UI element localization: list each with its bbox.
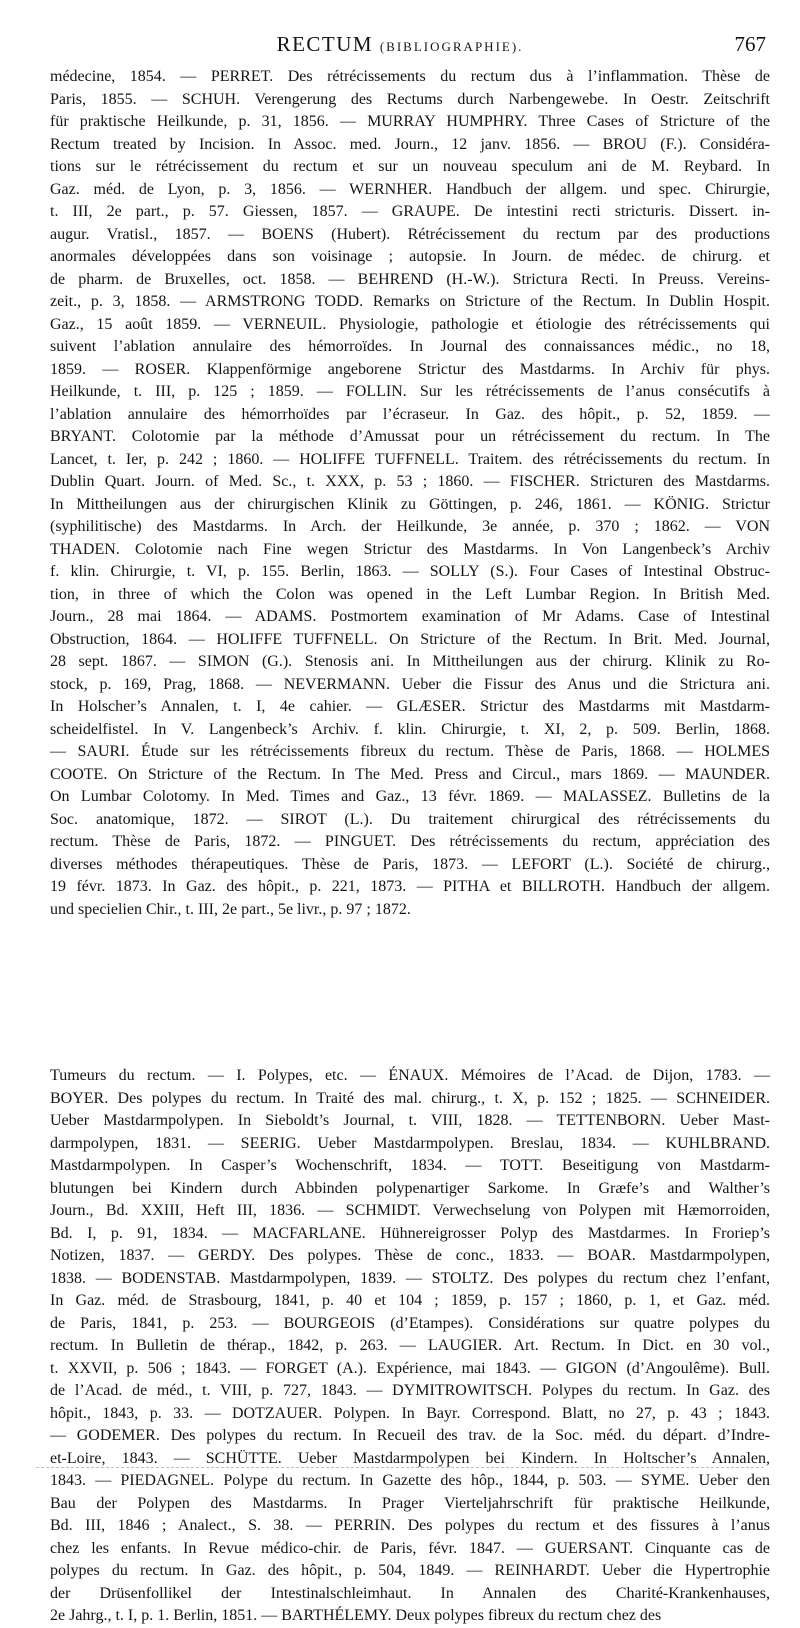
text-line: Obstruction, 1864. — HOLIFFE TUFFNELL. On Stricture of the Rectum. In Brit. Med. Journal, xyxy=(50,630,770,648)
text-line: Bd. I, p. 91, 1834. — MACFARLANE. Hühnereigrosser Polyp des Mastdarmes. In Froriep’s xyxy=(50,1224,770,1242)
text-line: et-Loire, 1843. — SCHÜTTE. Ueber Mastdarmpolypen bei Kindern. In Holtscher’s Annalen, xyxy=(50,1449,770,1467)
text-line: Tumeurs du rectum. — I. Polypes, etc. — ÉNAUX. Mémoires de l’Acad. de Dijon, 1783. — xyxy=(50,1067,770,1084)
text-line: In Mittheilungen aus der chirurgischen Klinik zu Göttingen, p. 246, 1861. — KÖNIG. Strictur xyxy=(50,495,770,513)
text-line: t. XXVII, p. 506 ; 1843. — FORGET (A.). Expérience, mai 1843. — GIGON (d’Angoulême). Bull. xyxy=(50,1359,770,1377)
text-line: Soc. anatomique, 1872. — SIROT (L.). Du traitement chirurgical des rétrécissements du xyxy=(50,810,770,828)
text-line: In Gaz. méd. de Strasbourg, 1841, p. 40 et 104 ; 1859, p. 157 ; 1860, p. 1, et Gaz. méd. xyxy=(50,1292,770,1309)
text-line: Bau der Polypen des Mastdarms. In Prager Vierteljahrschrift für praktische Heilkunde, xyxy=(50,1494,770,1512)
text-line: rectum. In Bulletin de thérap., 1842, p. 263. — LAUGIER. Art. Rectum. In Dict. en 30 vol., xyxy=(50,1337,770,1354)
text-line: anormales développées dans son voisinage ; autopsie. In Journ. de médec. de chirurg. et xyxy=(50,248,770,265)
text-line: t. III, 2e part., p. 57. Giessen, 1857. — GRAUPE. De intestini recti stricturis. Dissert. in- xyxy=(50,203,770,220)
text-line: tion, in three of which the Colon was opened in the Left Lumbar Region. In British Med. xyxy=(50,585,770,603)
text-line: suivent l’ablation annulaire des hémorroïdes. In Journal des connaissances médic., no 18, xyxy=(50,338,770,355)
footer-rule xyxy=(36,1467,764,1468)
text-line: Dublin Quart. Journ. of Med. Sc., t. XXX, p. 53 ; 1860. — FISCHER. Stricturen des Mastdarms. xyxy=(50,473,770,490)
header-title-main: RECTUM xyxy=(276,32,374,56)
text-line: chez les enfants. In Revue médico-chir. de Paris, févr. 1847. — GUERSANT. Cinquante cas de xyxy=(50,1539,770,1557)
text-line: darmpolypen, 1831. — SEERIG. Ueber Mastdarmpolypen. Breslau, 1834. — KUHLBRAND. xyxy=(50,1134,770,1152)
text-line: (syphilitische) des Mastdarms. In Arch. der Heilkunde, 3e année, p. 370 ; 1862. — VON xyxy=(50,518,770,535)
text-line: de l’Acad. de méd., t. VIII, p. 727, 1843. — DYMITROWITSCH. Polypes du rectum. In Gaz. des xyxy=(50,1382,770,1399)
bibliography-block-tumors xyxy=(50,1065,770,1628)
text-line: l’ablation annulaire des hémorrhoïdes par l’écraseur. In Gaz. des hôpit., p. 52, 1859. — xyxy=(50,405,770,423)
text-line: THADEN. Colotomie nach Fine wegen Strictur des Mastdarms. In Von Langenbeck’s Archiv xyxy=(50,540,770,558)
text-line: Journ., 28 mai 1864. — ADAMS. Postmortem examination of Mr Adams. Case of Intestinal xyxy=(50,608,770,625)
text-line: augur. Vratisl., 1857. — BOENS (Hubert). Rétrécissement du rectum par des productions xyxy=(50,225,770,243)
text-line: der Drüsenfollikel der Intestinalschleimhaut. In Annalen des Charité-Krankenhauses, xyxy=(50,1584,770,1602)
text-line: Gaz. méd. de Lyon, p. 3, 1856. — WERNHER. Handbuch der allgem. und spec. Chirurgie, xyxy=(50,180,770,198)
bibliography-block-strictures xyxy=(50,66,770,921)
text-line: und specielien Chir., t. III, 2e part., 5e livr., p. 97 ; 1872. xyxy=(50,900,411,918)
header-title xyxy=(0,32,800,57)
text-line: — SAURI. Étude sur les rétrécissements fibreux du rectum. Thèse de Paris, 1868. — HOLMES xyxy=(50,743,770,760)
text-line: COOTE. On Stricture of the Rectum. In The Med. Press and Circul., mars 1869. — MAUNDER. xyxy=(50,765,770,783)
text-line: diverses méthodes thérapeutiques. Thèse de Paris, 1873. — LEFORT (L.). Société de chirurg., xyxy=(50,855,770,873)
text-line: — GODEMER. Des polypes du rectum. In Recueil des trav. de la Soc. méd. du départ. d’Indre- xyxy=(50,1427,770,1444)
page-number: 767 xyxy=(734,32,766,56)
text-line: blutungen bei Kindern durch Abbinden polypenartiger Sarkome. In Græfe’s and Walther’s xyxy=(50,1179,770,1197)
text-line: Bd. III, 1846 ; Analect., S. 38. — PERRIN. Des polypes du rectum et des fissures à l’anus xyxy=(50,1517,770,1534)
text-line: 28 sept. 1867. — SIMON (G.). Stenosis ani. In Mittheilungen aus der chirurg. Klinik zu Ro- xyxy=(50,653,770,670)
text-line: Rectum treated by Incision. In Assoc. med. Journ., 12 janv. 1856. — BROU (F.). Considéra- xyxy=(50,135,770,153)
text-line: médecine, 1854. — PERRET. Des rétrécissements du rectum dus à l’inflammation. Thèse de xyxy=(50,68,770,85)
text-line: 1859. — ROSER. Klappenförmige angeborene Strictur des Mastdarms. In Archiv für phys. xyxy=(50,360,770,378)
text-line: Lancet, t. Ier, p. 242 ; 1860. — HOLIFFE TUFFNELL. Traitem. des rétrécissements du rectum. In xyxy=(50,450,770,468)
text-line: Mastdarmpolypen. In Casper’s Wochenschrift, 1834. — TOTT. Beseitigung von Mastdarm- xyxy=(50,1157,770,1174)
text-line: tions sur le rétrécissement du rectum et sur un nouveau speculum ani de M. Reybard. In xyxy=(50,158,770,175)
text-line: polypes du rectum. In Gaz. des hôpit., p. 504, 1849. — REINHARDT. Ueber die Hypertrophie xyxy=(50,1562,770,1579)
text-line: On Lumbar Colotomy. In Med. Times and Gaz., 13 févr. 1869. — MALASSEZ. Bulletins de la xyxy=(50,788,770,805)
text-line: für praktische Heilkunde, p. 31, 1856. — MURRAY HUMPHRY. Three Cases of Stricture of the xyxy=(50,113,770,130)
text-line: zeit., p. 3, 1858. — ARMSTRONG TODD. Remarks on Stricture of the Rectum. In Dublin Hospit. xyxy=(50,293,770,310)
text-line: de pharm. de Bruxelles, oct. 1858. — BEHREND (H.-W.). Strictura Recti. In Preuss. Vereins- xyxy=(50,270,770,288)
text-line: Ueber Mastdarmpolypen. In Sieboldt’s Journal, t. VIII, 1828. — TETTENBORN. Ueber Mast- xyxy=(50,1112,770,1129)
text-line: Heilkunde, t. III, p. 125 ; 1859. — FOLLIN. Sur les rétrécissements de l’anus consécutifs à xyxy=(50,383,770,400)
text-line: hôpit., 1843, p. 33. — DOTZAUER. Polypen. In Bayr. Correspond. Blatt, no 27, p. 43 ; 1843. xyxy=(50,1404,770,1422)
text-line: Paris, 1855. — SCHUH. Verengerung des Rectums durch Narbengewebe. In Oestr. Zeitschrift xyxy=(50,90,770,108)
text-line: de Paris, 1841, p. 253. — BOURGEOIS (d’Etampes). Considérations sur quatre polypes du xyxy=(50,1314,770,1332)
running-header xyxy=(0,30,800,64)
text-line: BOYER. Des polypes du rectum. In Traité des mal. chirurg., t. X, p. 152 ; 1825. — SCHNEIDER. xyxy=(50,1089,770,1107)
text-line: 19 févr. 1873. In Gaz. des hôpit., p. 221, 1873. — PITHA et BILLROTH. Handbuch der allgem. xyxy=(50,878,770,895)
text-line: stock, p. 169, Prag, 1868. — NEVERMANN. Ueber die Fissur des Anus und die Strictura ani. xyxy=(50,675,770,693)
text-line: In Holscher’s Annalen, t. I, 4e cahier. — GLÆSER. Strictur des Mastdarms mit Mastdarm- xyxy=(50,698,770,715)
text-line: Notizen, 1837. — GERDY. Des polypes. Thèse de conc., 1833. — BOAR. Mastdarmpolypen, xyxy=(50,1247,770,1264)
text-line: BRYANT. Colotomie par la méthode d’Amussat pour un rétrécissement du rectum. In The xyxy=(50,428,770,445)
text-line: Journ., Bd. XXIII, Heft III, 1836. — SCHMIDT. Verwechselung von Polypen mit Hæmorroiden, xyxy=(50,1202,770,1219)
header-subtitle: (BIBLIOGRAPHIE). xyxy=(379,39,524,54)
text-line: Gaz., 15 août 1859. — VERNEUIL. Physiologie, pathologie et étiologie des rétrécissements qui xyxy=(50,315,770,333)
text-line: scheidelfistel. In V. Langenbeck’s Archiv. f. klin. Chirurgie, t. XI, 2, p. 509. Berlin, 1868. xyxy=(50,720,770,738)
text-line: 1838. — BODENSTAB. Mastdarmpolypen, 1839. — STOLTZ. Des polypes du rectum chez l’enfant, xyxy=(50,1269,770,1287)
text-line: 2e Jahrg., t. I, p. 1. Berlin, 1851. — BARTHÉLEMY. Deux polypes fibreux du rectum chez des xyxy=(50,1607,662,1624)
text-line: f. klin. Chirurgie, t. VI, p. 155. Berlin, 1863. — SOLLY (S.). Four Cases of Intestinal Obstruc- xyxy=(50,563,770,580)
text-line: 1843. — PIEDAGNEL. Polype du rectum. In Gazette des hôp., 1844, p. 503. — SYME. Ueber den xyxy=(50,1472,770,1489)
text-line: rectum. Thèse de Paris, 1872. — PINGUET. Des rétrécissements du rectum, appréciation des xyxy=(50,833,770,850)
